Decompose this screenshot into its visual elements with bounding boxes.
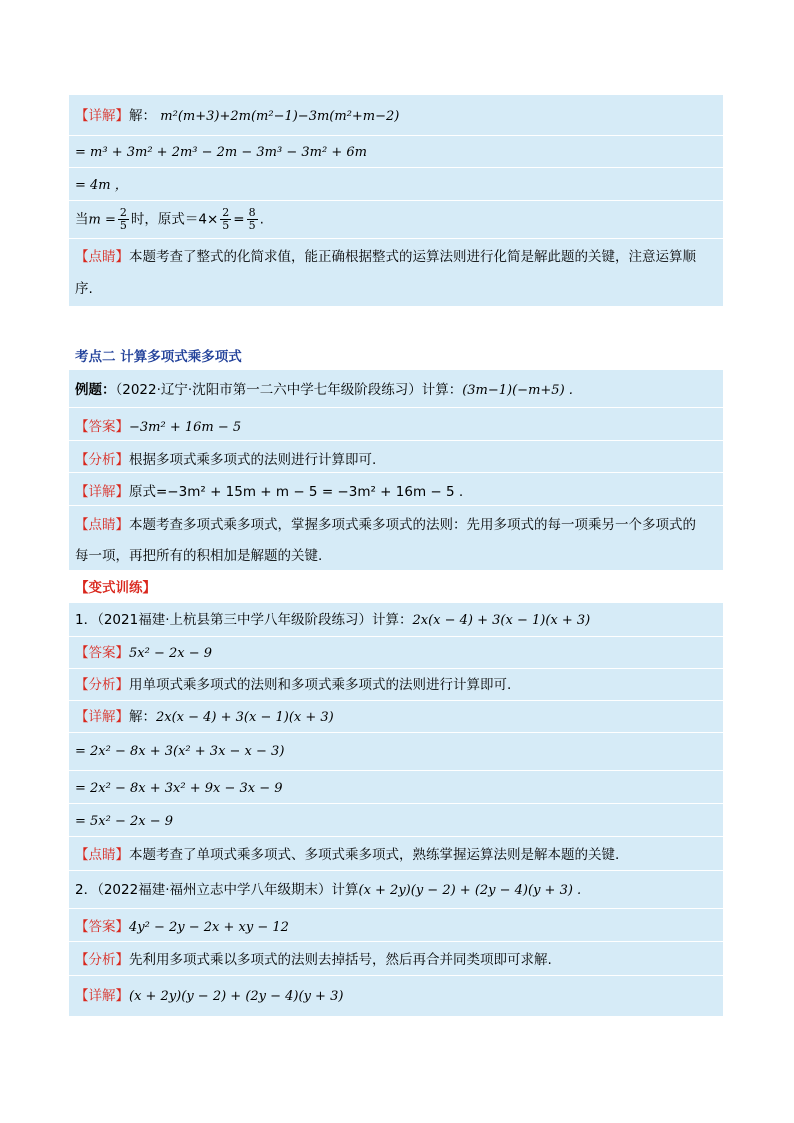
- example-source: （2022·辽宁·沈阳市第一二六中学七年级阶段练习）计算：: [115, 382, 463, 398]
- step3-middle: 时，原式＝4×: [130, 211, 219, 228]
- analysis-text: 根据多项式乘多项式的法则进行计算即可.: [129, 452, 377, 468]
- detail-line: [75, 482, 720, 502]
- step-line-2: = 2x² − 8x + 3x² + 9x − 3x − 9: [75, 781, 283, 796]
- step-line-1: = 2x² − 8x + 3(x² + 3x − x − 3): [75, 744, 285, 759]
- equals-sign: =: [233, 211, 245, 228]
- row-divider: [69, 167, 723, 168]
- detail-tag: 【详解】: [75, 484, 129, 500]
- step-line-1: = m³ + 3m² + 2m³ − 2m − 3m³ − 3m² + 6m: [75, 145, 367, 160]
- question-source: （2022福建·福州立志中学八年级期末）计算: [97, 882, 359, 898]
- fraction-numerator: 8: [248, 206, 256, 219]
- row-divider: [69, 636, 723, 637]
- row-divider: [69, 836, 723, 837]
- analysis-tag: 【分析】: [75, 677, 129, 693]
- question-expression: 2x(x − 4) + 3(x − 1)(x + 3): [412, 613, 591, 628]
- detail-tag: 【详解】: [75, 709, 129, 725]
- detail-prefix: 解：: [129, 108, 156, 124]
- detail-tag: 【详解】: [75, 988, 129, 1004]
- row-divider: [69, 505, 723, 506]
- example-line: [75, 380, 720, 401]
- detail-expression: 2x(x − 4) + 3(x − 1)(x + 3): [156, 710, 334, 725]
- analysis-tag: 【分析】: [75, 452, 129, 468]
- answer-value: 5x² − 2x − 9: [129, 646, 213, 661]
- comment-line-1: [75, 515, 720, 535]
- variant-heading: [75, 578, 720, 598]
- comment-tag: 【点睛】: [75, 249, 129, 265]
- answer-tag: 【答案】: [75, 419, 129, 435]
- comment-line-1: [75, 247, 720, 267]
- row-divider: [69, 975, 723, 976]
- question-number: 2．: [75, 882, 98, 898]
- answer-line: [75, 417, 720, 438]
- comment-line: [75, 845, 720, 865]
- fraction-denominator: 5: [119, 219, 127, 232]
- analysis-line: [75, 950, 720, 970]
- answer-line: [75, 643, 720, 664]
- comment-text: 本题考查了单项式乘多项式、多项式乘多项式，熟练掌握运算法则是解本题的关键.: [129, 847, 620, 863]
- analysis-line: [75, 675, 720, 695]
- row-divider: [69, 803, 723, 804]
- row-divider: [69, 732, 723, 733]
- row-divider: [69, 870, 723, 871]
- answer-tag: 【答案】: [75, 645, 129, 661]
- row-divider: [69, 200, 723, 201]
- answer-value: 4y² − 2y − 2x + xy − 12: [129, 920, 289, 935]
- analysis-text: 用单项式乘多项式的法则和多项式乘多项式的法则进行计算即可.: [129, 677, 512, 693]
- question-1-line: [75, 610, 720, 631]
- fraction-numerator: 2: [119, 206, 127, 219]
- comment-text: 本题考查了整式的化简求值，能正确根据整式的运算法则进行化简是解此题的关键，注意运算顺: [129, 249, 696, 265]
- example-label: 例题：: [75, 382, 116, 398]
- detail-text: 原式=−3m² + 15m + m − 5 = −3m² + 16m − 5 .: [129, 484, 464, 500]
- fraction-numerator: 2: [222, 206, 230, 219]
- answer-line: [75, 917, 720, 938]
- comment-tag: 【点睛】: [75, 847, 129, 863]
- answer-value: −3m² + 16m − 5: [129, 420, 242, 435]
- step-line-3: = 5x² − 2x − 9: [75, 814, 174, 829]
- row-divider: [69, 908, 723, 909]
- step-line-2: = 4m ，: [75, 178, 128, 193]
- question-number: 1．: [75, 612, 98, 628]
- detail-line: [75, 986, 720, 1007]
- analysis-text: 先利用多项式乘以多项式的法则去掉括号，然后再合并同类项即可求解.: [129, 952, 552, 968]
- analysis-tag: 【分析】: [75, 952, 129, 968]
- answer-tag: 【答案】: [75, 919, 129, 935]
- step3-variable: m =: [88, 212, 116, 228]
- row-divider: [69, 440, 723, 441]
- fraction-denominator: 5: [222, 219, 230, 232]
- fraction-8-5: [247, 207, 258, 232]
- detail-prefix: 解：: [129, 709, 156, 725]
- fraction-denominator: 5: [248, 219, 256, 232]
- question-expression: (x + 2y)(y − 2) + (2y − 4)(y + 3) .: [358, 883, 582, 898]
- step-line-3: [75, 207, 720, 232]
- row-divider: [69, 770, 723, 771]
- row-divider: [69, 700, 723, 701]
- comment-line-2: 序.: [75, 281, 93, 297]
- fraction-2-5-second: [220, 207, 231, 232]
- detail-line: [75, 707, 720, 728]
- detail-expression: m²(m+3)+2m(m²−1)−3m(m²+m−2): [160, 109, 400, 124]
- variant-tag: 【变式训练】: [75, 580, 156, 596]
- comment-tag: 【点睛】: [75, 517, 129, 533]
- row-divider: [69, 407, 723, 408]
- period: .: [259, 211, 264, 228]
- fraction-2-5: [118, 207, 129, 232]
- comment-line-2: 每一项，再把所有的积相加是解题的关键.: [75, 548, 323, 564]
- row-divider: [69, 135, 723, 136]
- detail-line: [75, 106, 720, 127]
- row-divider: [69, 668, 723, 669]
- question-2-line: [75, 880, 720, 901]
- step3-prefix: 当: [75, 211, 89, 228]
- detail-tag: 【详解】: [75, 108, 129, 124]
- section-heading: 考点二 计算多项式乘多项式: [75, 349, 242, 365]
- row-divider: [69, 238, 723, 239]
- analysis-line: [75, 450, 720, 470]
- example-expression: (3m−1)(−m+5) .: [462, 383, 573, 398]
- comment-text: 本题考查多项式乘多项式，掌握多项式乘多项式的法则：先用多项式的每一项乘另一个多项式的: [129, 517, 696, 533]
- detail-expression: (x + 2y)(y − 2) + (2y − 4)(y + 3): [129, 989, 344, 1004]
- question-source: （2021福建·上杭县第三中学八年级阶段练习）计算：: [97, 612, 413, 628]
- row-divider: [69, 472, 723, 473]
- row-divider: [69, 941, 723, 942]
